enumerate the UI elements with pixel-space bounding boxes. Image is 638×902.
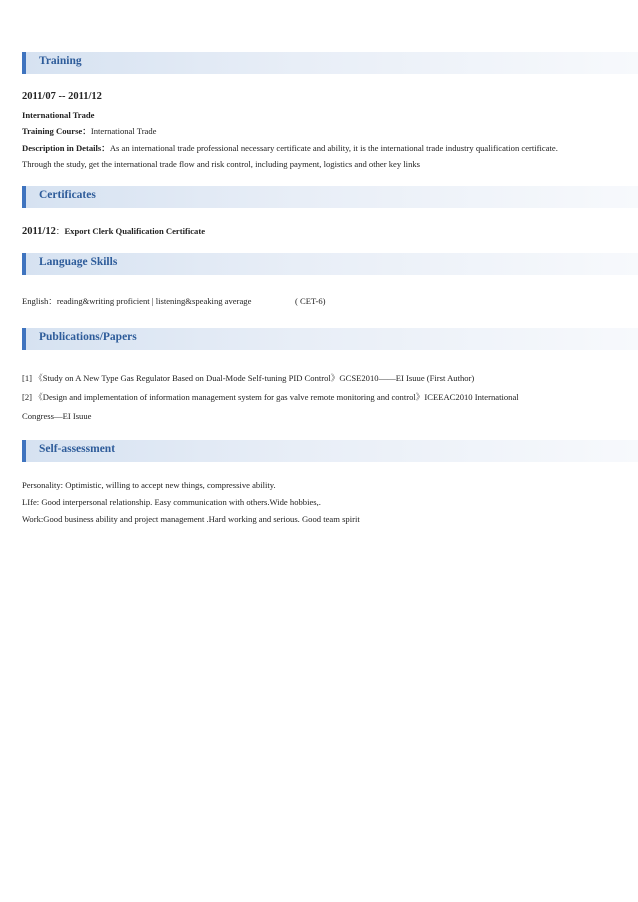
certificate-separator: ： xyxy=(55,226,65,236)
training-details-value: As an international trade professional necessary certificate and ability, it is the international trade industry qualification certificate. xyxy=(109,143,558,153)
language-level: ( CET-6) xyxy=(295,296,326,306)
section-header-publications xyxy=(22,328,638,350)
section-header-certificates xyxy=(22,186,638,208)
section-header-training xyxy=(22,52,638,74)
publication-item-2-cont: Congress—EI Isuue xyxy=(22,411,92,421)
section-title: Training xyxy=(39,55,82,67)
section-title: Self-assessment xyxy=(39,443,116,455)
publication-item-1: [1] 《Study on A New Type Gas Regulator Based on Dual-Mode Self-tuning PID Control》GCSE2010——EI Isuue (First Author) xyxy=(22,373,475,383)
training-course-value: International Trade xyxy=(90,126,157,136)
section-accent xyxy=(22,186,26,208)
self-assessment-personality: Personality: Optimistic, willing to accept new things, compressive ability. xyxy=(22,480,276,490)
section-accent xyxy=(22,253,26,275)
section-title: Language Skills xyxy=(39,256,118,268)
training-period: 2011/07 -- 2011/12 xyxy=(22,91,102,102)
section-title: Publications/Papers xyxy=(39,331,137,343)
training-course xyxy=(22,125,156,137)
section-title: Certificates xyxy=(39,189,96,201)
self-assessment-life: LIfe: Good interpersonal relationship. Easy communication with others.Wide hobbies,. xyxy=(22,497,321,507)
training-details-label: Description in Details： xyxy=(22,143,110,153)
section-accent xyxy=(22,52,26,74)
self-assessment-work: Work:Good business ability and project management .Hard working and serious. Good team spirit xyxy=(22,514,360,524)
certificate-date: 2011/12 xyxy=(22,226,56,237)
training-institution: International Trade xyxy=(22,110,95,120)
certificate-entry xyxy=(22,225,205,238)
publication-item-2: [2] 《Design and implementation of information management system for gas valve remote monitoring and control》ICEEAC2010 International xyxy=(22,392,519,402)
section-accent xyxy=(22,328,26,350)
section-header-self-assessment xyxy=(22,440,638,462)
certificate-name: Export Clerk Qualification Certificate xyxy=(64,226,206,236)
training-course-label: Training Course： xyxy=(22,126,91,136)
section-accent xyxy=(22,440,26,462)
section-header-language xyxy=(22,253,638,275)
language-text: English：reading&writing proficient | listening&speaking average xyxy=(22,296,252,306)
training-details-cont: Through the study, get the international trade flow and risk control, including payment, logistics and other key links xyxy=(22,159,421,169)
training-details xyxy=(22,142,558,154)
